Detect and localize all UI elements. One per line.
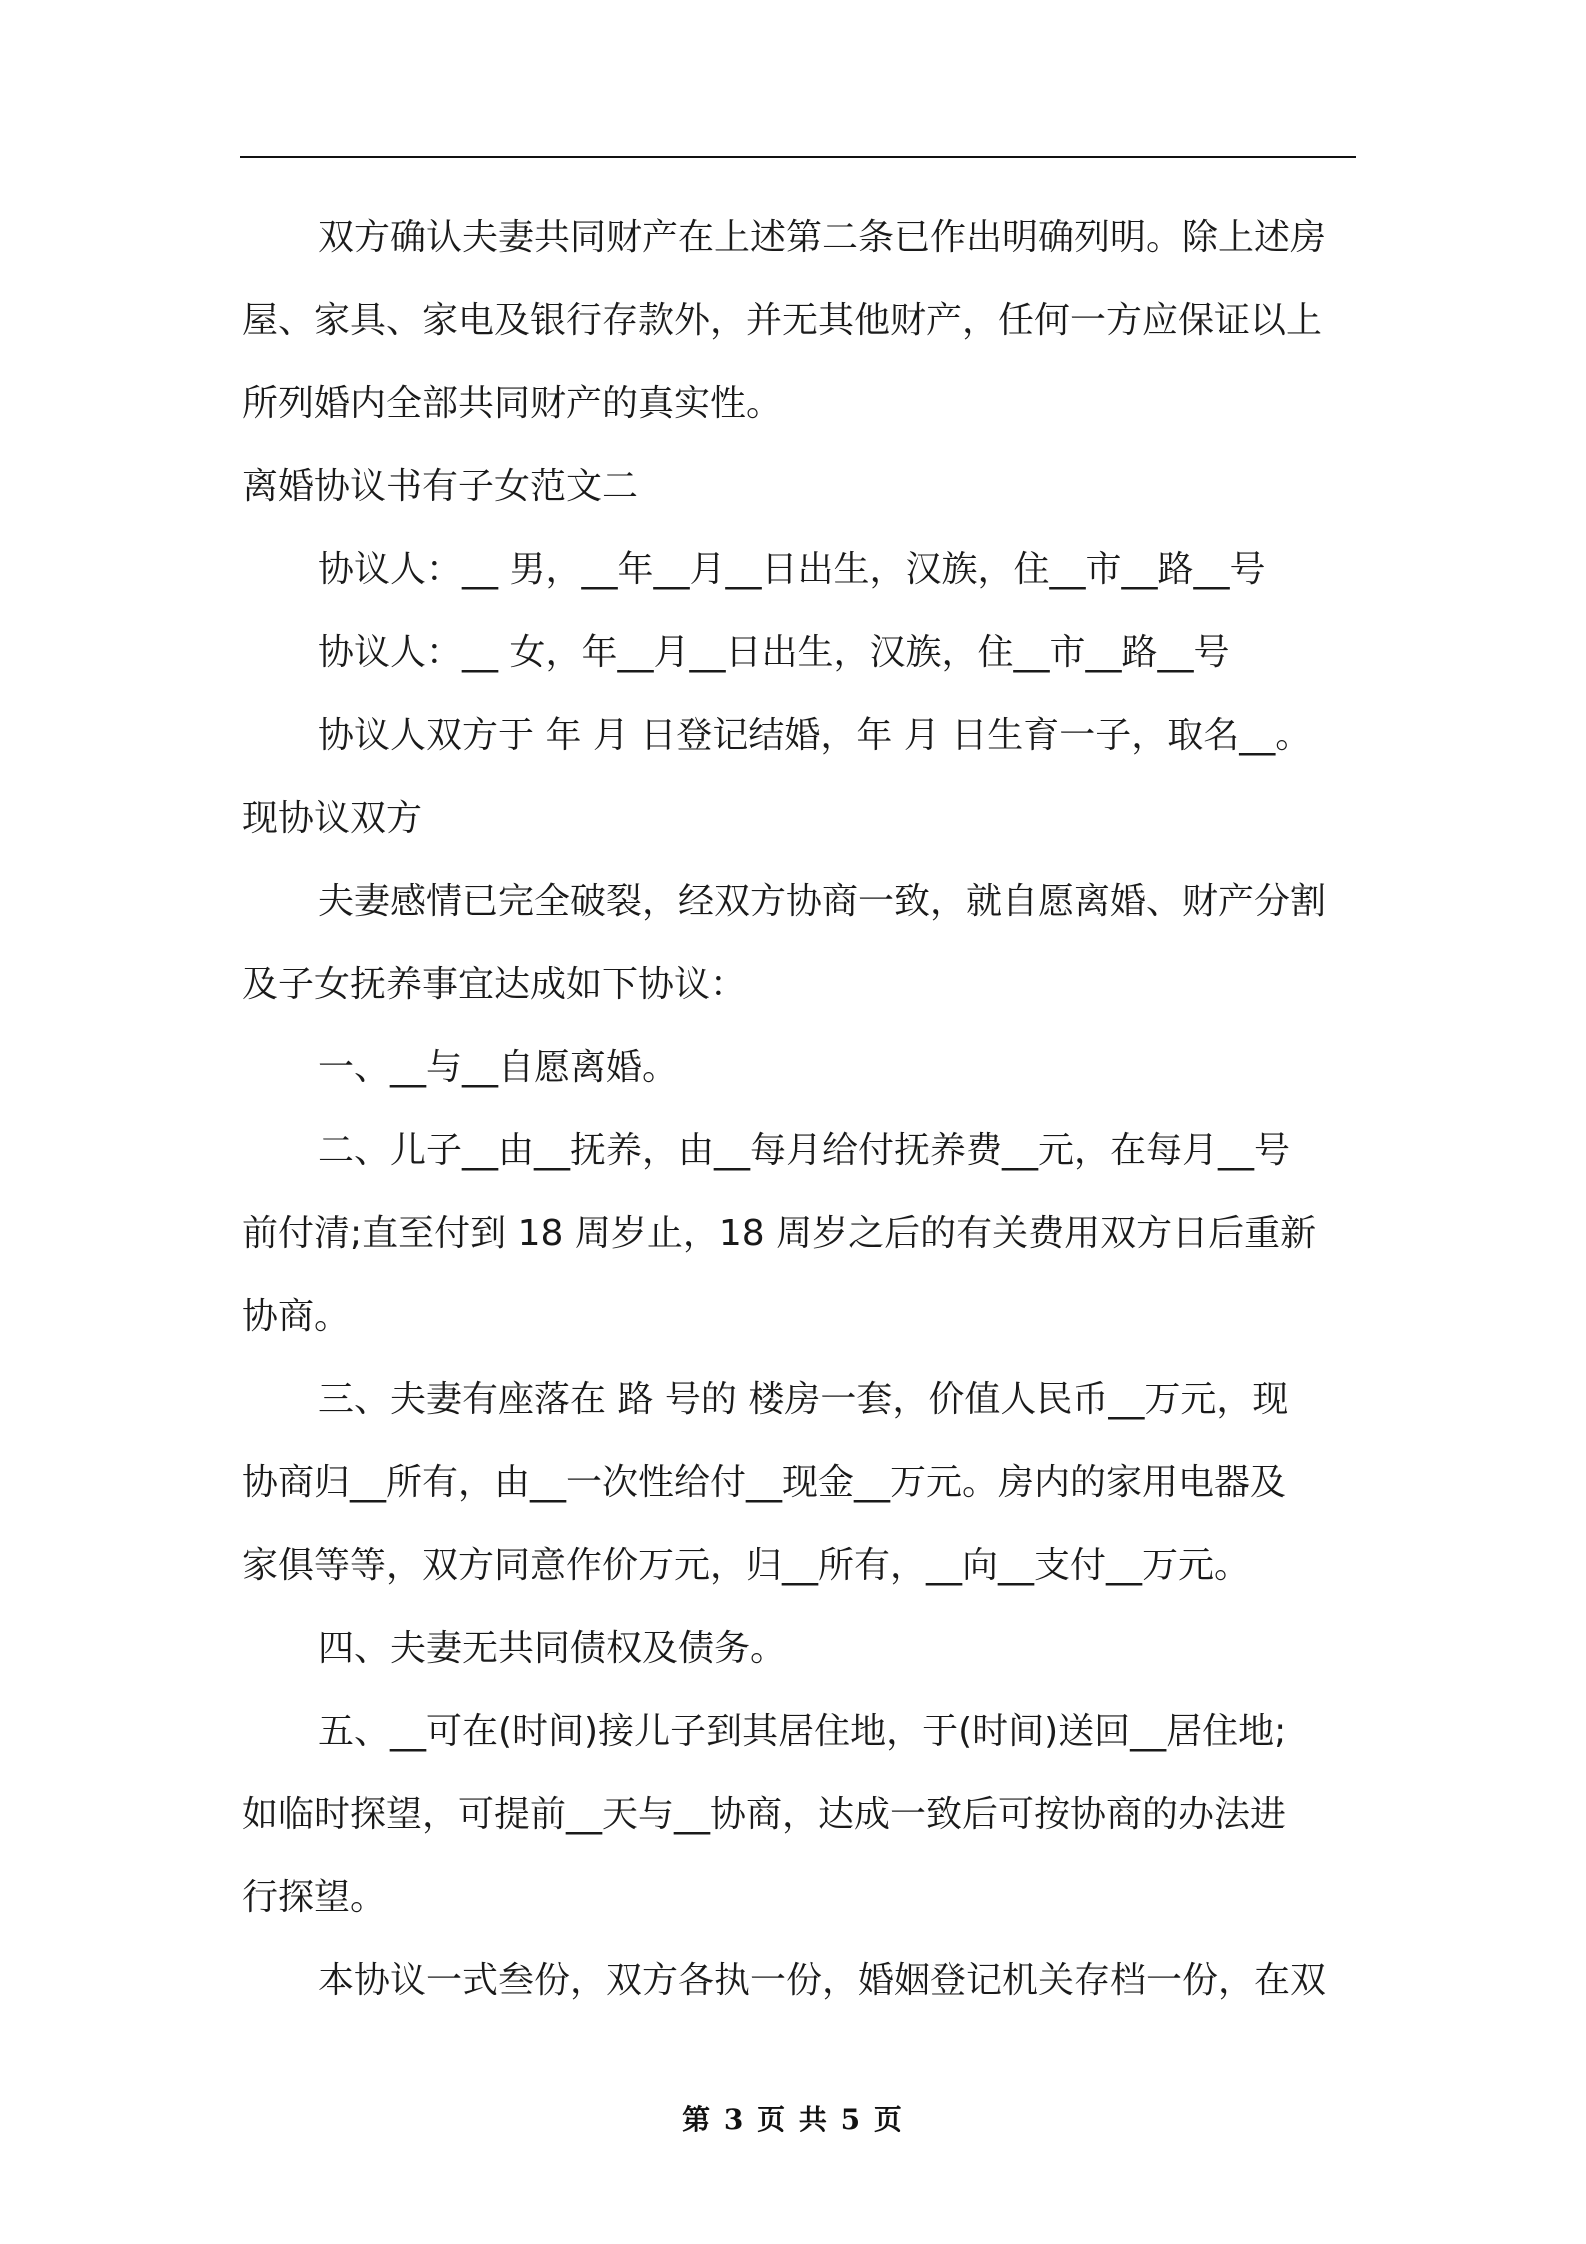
document-body xyxy=(242,196,1356,2022)
text-line: 协商归__所有，由__一次性给付__现金__万元。房内的家用电器及 xyxy=(242,1462,1287,1503)
clause-5: 五、__可在(时间)接儿子到其居住地，于(时间)送回__居住地; xyxy=(318,1711,1287,1752)
text-line: 双方确认夫妻共同财产在上述第二条已作出明确列明。除上述房 xyxy=(318,217,1327,258)
text-line: 屋、家具、家电及银行存款外，并无其他财产，任何一方应保证以上 xyxy=(242,300,1323,341)
clause-4: 四、夫妻无共同债权及债务。 xyxy=(318,1628,787,1669)
section-heading: 离婚协议书有子女范文二 xyxy=(242,466,639,507)
header-rule xyxy=(240,156,1356,158)
clause-2: 二、儿子__由__抚养，由__每月给付抚养费__元，在每月__号 xyxy=(318,1130,1291,1171)
text-line: 行探望。 xyxy=(242,1877,387,1918)
text-line: 协商。 xyxy=(242,1296,351,1337)
text-line: 家俱等等，双方同意作价万元，归__所有，__向__支付__万元。 xyxy=(242,1545,1251,1586)
text-line: 本协议一式叁份，双方各执一份，婚姻登记机关存档一份，在双 xyxy=(318,1960,1327,2001)
text-line: 及子女抚养事宜达成如下协议： xyxy=(242,964,747,1005)
text-line: 如临时探望，可提前__天与__协商，达成一致后可按协商的办法进 xyxy=(242,1794,1287,1835)
text-line: 所列婚内全部共同财产的真实性。 xyxy=(242,383,783,424)
clause-1: 一、__与__自愿离婚。 xyxy=(318,1047,679,1088)
clause-3: 三、夫妻有座落在 路 号的 楼房一套，价值人民币__万元，现 xyxy=(318,1379,1289,1420)
text-line: 协议人双方于 年 月 日登记结婚，年 月 日生育一子，取名__。 xyxy=(318,715,1312,756)
text-line: 前付清;直至付到 18 周岁止，18 周岁之后的有关费用双方日后重新 xyxy=(242,1213,1317,1254)
text-line: 协议人：__ 女，年__月__日出生，汉族，住__市__路__号 xyxy=(318,632,1230,673)
text-line: 夫妻感情已完全破裂，经双方协商一致，就自愿离婚、财产分割 xyxy=(318,881,1327,922)
page-number-footer: 第 3 页 共 5 页 xyxy=(682,2103,904,2136)
text-line: 协议人：__ 男，__年__月__日出生，汉族，住__市__路__号 xyxy=(318,549,1266,590)
text-line: 现协议双方 xyxy=(242,798,423,839)
